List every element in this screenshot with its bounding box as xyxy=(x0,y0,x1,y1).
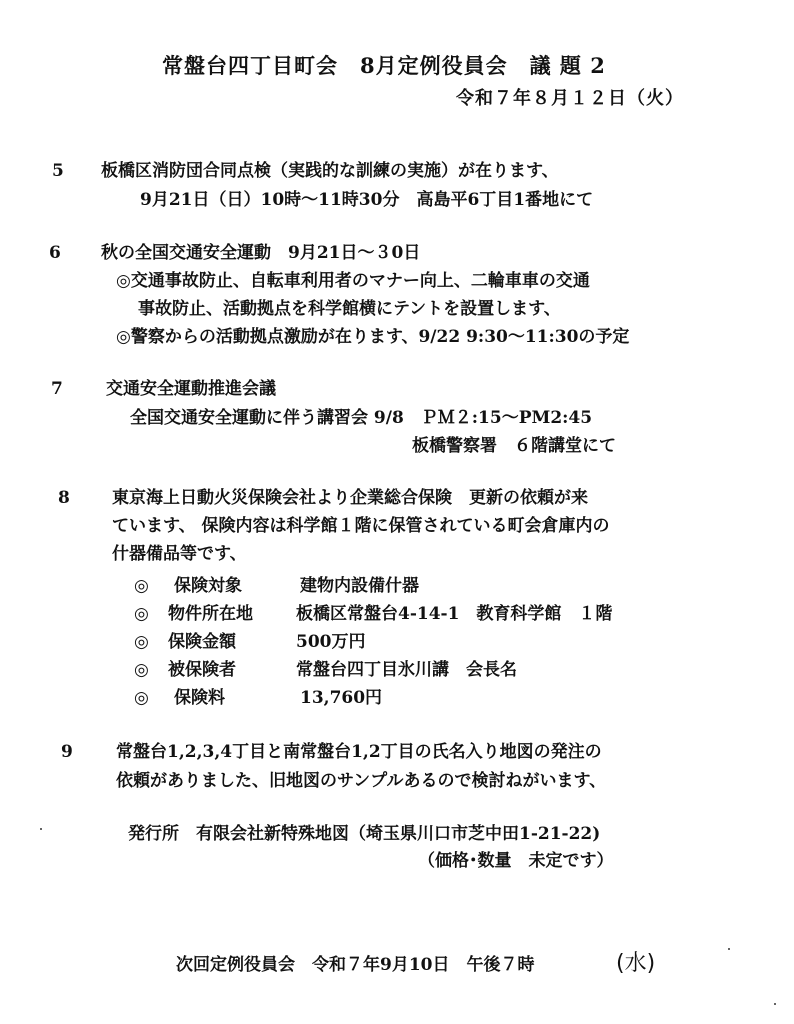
item-number: 5 xyxy=(52,161,64,181)
item-number: 7 xyxy=(51,379,63,399)
item-number: 9 xyxy=(61,742,73,762)
price-note: （価格･数量 未定です） xyxy=(418,851,614,871)
scan-speck xyxy=(40,828,42,830)
detail-label: 被保険者 xyxy=(168,660,236,680)
publisher-line: 発行所 有限会社新特殊地図（埼玉県川口市芝中田1-21-22) xyxy=(128,824,601,844)
item-line: 交通安全運動推進会議 xyxy=(106,379,276,399)
bullet-mark: ◎ xyxy=(134,632,149,652)
detail-value: 建物内設備什器 xyxy=(300,576,419,596)
item-line: 什器備品等です、 xyxy=(112,544,247,564)
item-line: 常盤台1,2,3,4丁目と南常盤台1,2丁目の氏名入り地図の発注の xyxy=(116,742,602,762)
detail-label: 物件所在地 xyxy=(168,604,253,624)
document-date: 令和７年８月１２日（火） xyxy=(456,88,684,109)
item-number: 6 xyxy=(49,243,61,263)
item-line: 秋の全国交通安全運動 9月21日～３0日 xyxy=(101,243,421,263)
detail-label: 保険料 xyxy=(174,688,225,708)
next-meeting-line: 次回定例役員会 令和７年9月10日 午後７時 xyxy=(176,955,535,975)
detail-value: 13,760円 xyxy=(300,688,383,708)
item-line: 東京海上日動火災保険会社より企業総合保険 更新の依頼が来 xyxy=(112,488,588,508)
scan-speck xyxy=(774,1003,776,1005)
item-number: 8 xyxy=(58,488,70,508)
scan-speck xyxy=(728,948,730,950)
item-line: ◎交通事故防止、自転車利用者のマナー向上、二輪車車の交通 xyxy=(116,271,590,291)
detail-label: 保険対象 xyxy=(174,576,242,596)
bullet-mark: ◎ xyxy=(134,576,149,596)
item-line: 全国交通安全運動に伴う講習会 9/8 ＰＭ２:15～PM2:45 xyxy=(130,408,593,428)
document-title: 常盤台四丁目町会 8月定例役員会 議 題 2 xyxy=(162,53,606,78)
bullet-mark: ◎ xyxy=(134,688,149,708)
detail-value: 500万円 xyxy=(296,632,366,652)
detail-value: 板橋区常盤台4-14-1 教育科学館 １階 xyxy=(296,604,613,624)
bullet-mark: ◎ xyxy=(134,604,149,624)
item-line: 9月21日（日）10時～11時30分 高島平6丁目1番地にて xyxy=(140,190,594,210)
bullet-mark: ◎ xyxy=(134,660,149,680)
item-line: 事故防止、活動拠点を科学館横にテントを設置します、 xyxy=(138,299,561,319)
item-line: 板橋区消防団合同点検（実践的な訓練の実施）が在ります、 xyxy=(101,161,559,181)
detail-label: 保険金額 xyxy=(168,632,236,652)
item-line: ◎警察からの活動拠点激励が在ります、9/22 9:30～11:30の予定 xyxy=(116,327,630,347)
item-line: 依頼がありました、旧地図のサンプルあるので検討ねがいます、 xyxy=(116,771,607,791)
item-line: ています、 保険内容は科学館１階に保管されている町会倉庫内の xyxy=(112,516,610,536)
handwritten-weekday: (水) xyxy=(616,951,656,976)
item-line: 板橋警察署 ６階講堂にて xyxy=(412,436,616,456)
detail-value: 常盤台四丁目氷川講 会長名 xyxy=(296,660,517,680)
